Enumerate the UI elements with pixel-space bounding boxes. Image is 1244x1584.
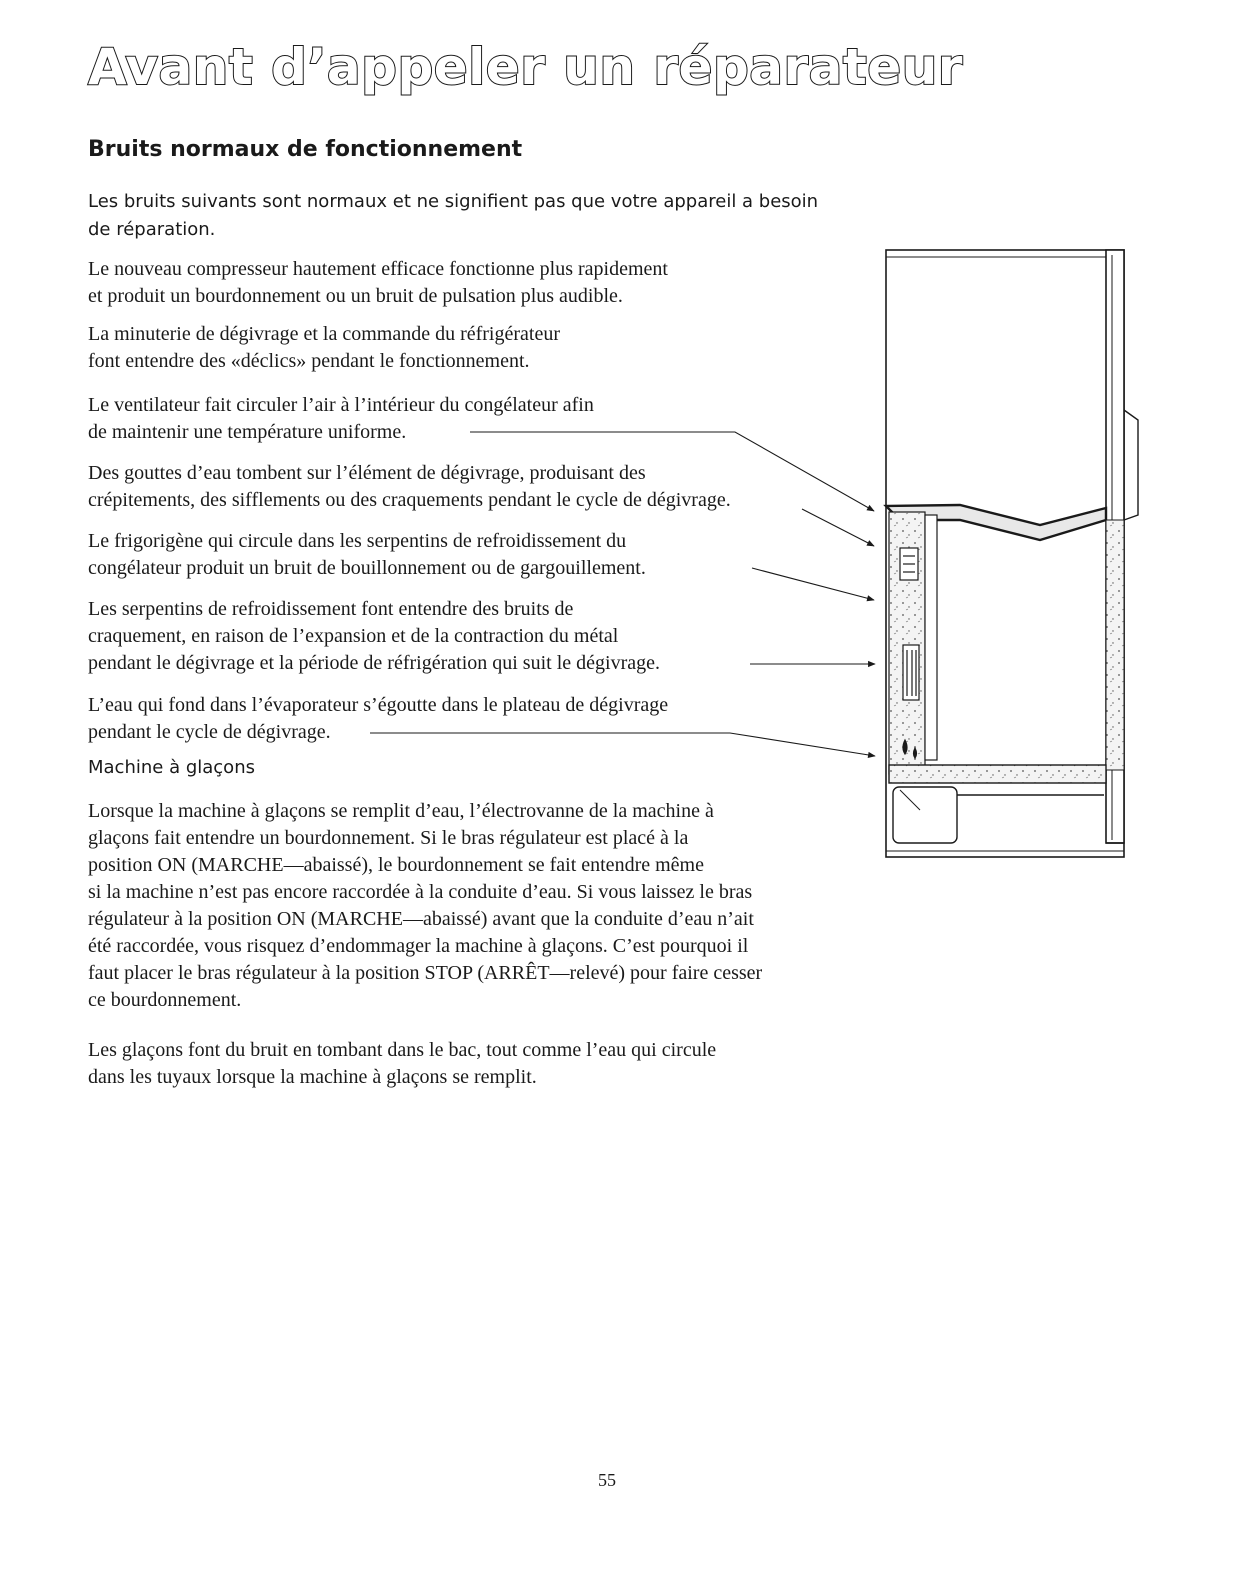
leader-drops: [802, 509, 874, 546]
refrigerator-cabinet: [886, 250, 1138, 857]
section-heading: Bruits normaux de fonctionnement: [88, 137, 523, 162]
ice-noise-paragraph: Les glaçons font du bruit en tombant dans le bac, tout comme l’eau qui circule dans les tuyaux lorsque la machine à glaçons se remplit.: [88, 1039, 717, 1088]
defrost-timer-paragraph: La minuterie de dégivrage et la commande du réfrigérateur font entendre des «déclics» pendant le fonctionnement.: [88, 323, 560, 372]
evaporator-section: [889, 512, 937, 774]
base-section: [886, 765, 1124, 851]
cooling-coils-paragraph: Les serpentins de refroidissement font entendre des bruits de craquement, en raison de l’expansion et de la contraction du métal pendant le dégivrage et la période de réfrigération qui suit le dégivrage.: [88, 598, 660, 674]
leader-refrigerant: [752, 568, 874, 600]
melt-water-paragraph: L’eau qui fond dans l’évaporateur s’égoutte dans le plateau de dégivrage pendant le cycle de dégivrage.: [88, 694, 669, 743]
side-wall-insulation: [1106, 520, 1124, 770]
freezer-divider: [886, 505, 1106, 540]
refrigerant-paragraph: Le frigorigène qui circule dans les serpentins de refroidissement du congélateur produit un bruit de bouillonnement ou de gargouillement.: [88, 530, 646, 579]
page-number: 55: [598, 1470, 616, 1490]
compressor-paragraph: Le nouveau compresseur hautement efficace fonctionne plus rapidement et produit un bourdonnement ou un bruit de pulsation plus audible.: [88, 258, 668, 307]
ice-maker-paragraph: Lorsque la machine à glaçons se remplit d’eau, l’électrovanne de la machine à glaçons fait entendre un bourdonnement. Si le bras régulateur est placé à la position ON (MARCHE—abaissé), le bourdonnement se fait entendre même si la machine n’est pas encore raccordée à la conduite d’eau. Si vous laissez le bras régulateur à la position ON (MARCHE—abaissé) avant que la conduite d’eau n’ait été raccordée, vous risquez d’endommager la machine à glaçons. C’est pourquoi il faut placer le bras régulateur à la position STOP (ARRÊT—relevé) pour faire cesser ce bourdonnement.: [88, 800, 763, 1011]
fan-paragraph: Le ventilateur fait circuler l’air à l’intérieur du congélateur afin de maintenir une température uniforme.: [88, 394, 594, 443]
ice-maker-heading: Machine à glaçons: [88, 757, 255, 778]
intro-paragraph: Les bruits suivants sont normaux et ne signifient pas que votre appareil a besoin de réparation.: [88, 191, 819, 240]
water-drops-paragraph: Des gouttes d’eau tombent sur l’élément de dégivrage, produisant des crépitements, des sifflements ou des craquements pendant le cycle de dégivrage.: [88, 462, 731, 511]
page-title: Avant d’appeler un réparateur: [88, 38, 963, 96]
